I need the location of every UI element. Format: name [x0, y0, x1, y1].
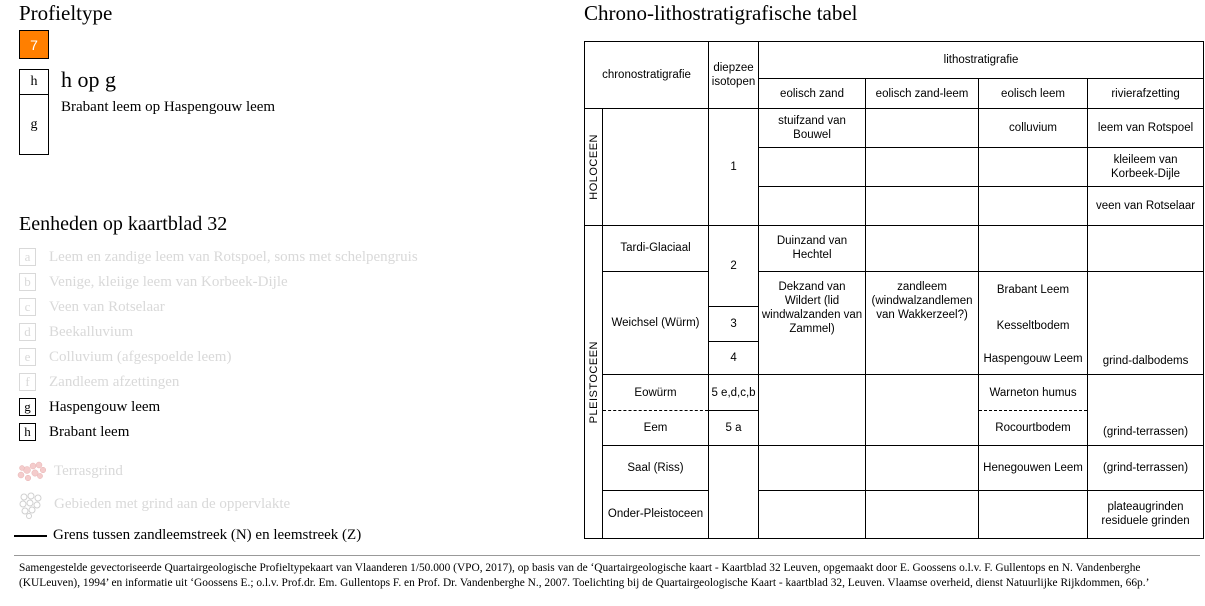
stuifzand-cell: stuifzand van Bouwel — [759, 109, 866, 148]
profile-code: 7 — [30, 36, 38, 53]
iso-4: 4 — [709, 342, 759, 375]
iso-5a: 5 a — [709, 411, 759, 445]
strat-table — [584, 41, 1204, 539]
profile-code-box — [19, 30, 49, 59]
kesselt-cell: Kesseltbodem — [996, 320, 1070, 333]
unit-g: g Haspengouw leem — [19, 397, 160, 417]
unit-f: f Zandleem afzettingen — [19, 372, 179, 392]
dekzand-cell: Dekzand van Wildert (lid windwalzanden van Zammel) — [759, 271, 866, 374]
unit-d: d Beekalluvium — [19, 322, 133, 342]
unit-b: b Venige, kleiige leem van Korbeek-Dijle — [19, 272, 288, 292]
saal-cell: Saal (Riss) — [603, 445, 709, 490]
eem-cell: Eem — [603, 411, 709, 445]
iso-5edcb: 5 e,d,c,b — [709, 375, 759, 411]
profile-heading: Profieltype — [19, 1, 113, 25]
profile-stack — [19, 69, 49, 155]
leem-rotspoel-cell: leem van Rotspoel — [1088, 109, 1204, 148]
table-heading: Chrono-lithostratigrafische tabel — [584, 1, 858, 25]
duinzand-cell: Duinzand van Hechtel — [759, 225, 866, 271]
isotope-header: diepzee isotopen — [709, 42, 759, 109]
eowurm-cell: Eowürm — [603, 375, 709, 411]
onder-pleistoceen-cell: Onder-Pleistoceen — [603, 490, 709, 538]
rocourt-cell: Rocourtbodem — [979, 411, 1088, 445]
unit-a: a Leem en zandige leem van Rotspoel, soms met schelpengruis — [19, 247, 418, 267]
footer-divider — [14, 555, 1200, 556]
gravel-surface-icon — [15, 489, 47, 519]
veen-cell: veen van Rotselaar — [1088, 186, 1204, 225]
weichsel-cell: Weichsel (Würm) — [603, 271, 709, 374]
litho-header: lithostratigrafie — [759, 42, 1204, 79]
unit-e: e Colluvium (afgespoelde leem) — [19, 347, 231, 367]
pleistoceen-label: PLEISTOCEEN — [585, 225, 603, 538]
iso-3: 3 — [709, 307, 759, 342]
holoceen-label: HOLOCEEN — [585, 109, 603, 225]
stack-layer-h: h — [20, 70, 48, 95]
grind-oppervlakte-legend: Gebieden met grind aan de oppervlakte — [15, 489, 290, 519]
col-eolisch-zand: eolisch zand — [759, 79, 866, 109]
col-eolisch-zandleem: eolisch zand-leem — [866, 79, 979, 109]
brabant-cell: Brabant Leem — [996, 284, 1070, 297]
plateau-cell: plateaugrinden residuele grinden — [1088, 490, 1204, 538]
units-heading: Eenheden op kaartblad 32 — [19, 213, 228, 235]
haspengouw-cell: Haspengouw Leem — [983, 353, 1083, 366]
col-eolisch-leem: eolisch leem — [979, 79, 1088, 109]
unit-c: c Veen van Rotselaar — [19, 297, 165, 317]
boundary-line-icon — [14, 535, 47, 537]
profile-title: h op g — [61, 67, 116, 92]
iso-2: 2 — [709, 225, 759, 306]
grens-legend: Grens tussen zandleemstreek (N) en leemstreek (Z) — [14, 527, 361, 544]
profile-description: Brabant leem op Haspengouw leem — [61, 99, 276, 115]
zandleem-cell: zandleem (windwalzandlemen van Wakkerzeel?) — [866, 271, 979, 374]
iso-1: 1 — [709, 109, 759, 225]
eolisch-leem-weichsel — [979, 271, 1088, 374]
grind-dal-cell: grind-dalbodems — [1088, 271, 1204, 374]
unit-h: h Brabant leem — [19, 422, 129, 442]
footer-source: Samengestelde gevectoriseerde Quartairgeologische Profieltypekaart van Vlaanderen 1/50.000 (VPO, 2017), op basis van de ‘Quartairgeologische kaart - Kaartblad 32 Leuven, opgemaakt door E. Goossens o.l.v. F. Gullentops en N. Vandenberghe (KULeuven), 1994’ en informatie uit ‘Goossens E.; o.l.v. Prof.dr. Em. Gullentops F. en Prof. Dr. Vandenberghe N., 2007. Toelichting bij de Quartairgeologische Kaart - kaartblad 32, Leuven. Vlaamse overheid, dienst Natuurlijke Rijkdommen, 66p.’ — [19, 562, 1150, 589]
terrasgrind-icon — [13, 457, 49, 485]
grind-terrassen-2-cell: (grind-terrassen) — [1088, 445, 1204, 490]
kleileem-cell: kleileem van Korbeek-Dijle — [1088, 148, 1204, 186]
warneton-cell: Warneton humus — [979, 375, 1088, 411]
tardi-cell: Tardi-Glaciaal — [603, 225, 709, 271]
terrasgrind-legend: Terrasgrind — [13, 457, 123, 485]
colluvium-cell: colluvium — [979, 109, 1088, 148]
grind-terrassen-1-cell: (grind-terrassen) — [1088, 375, 1204, 445]
holoceen-chrono — [603, 109, 709, 225]
chrono-header: chronostratigrafie — [585, 42, 709, 109]
col-rivierafzetting: rivierafzetting — [1088, 79, 1204, 109]
stack-layer-g: g — [30, 117, 38, 132]
henegouwen-cell: Henegouwen Leem — [979, 445, 1088, 490]
